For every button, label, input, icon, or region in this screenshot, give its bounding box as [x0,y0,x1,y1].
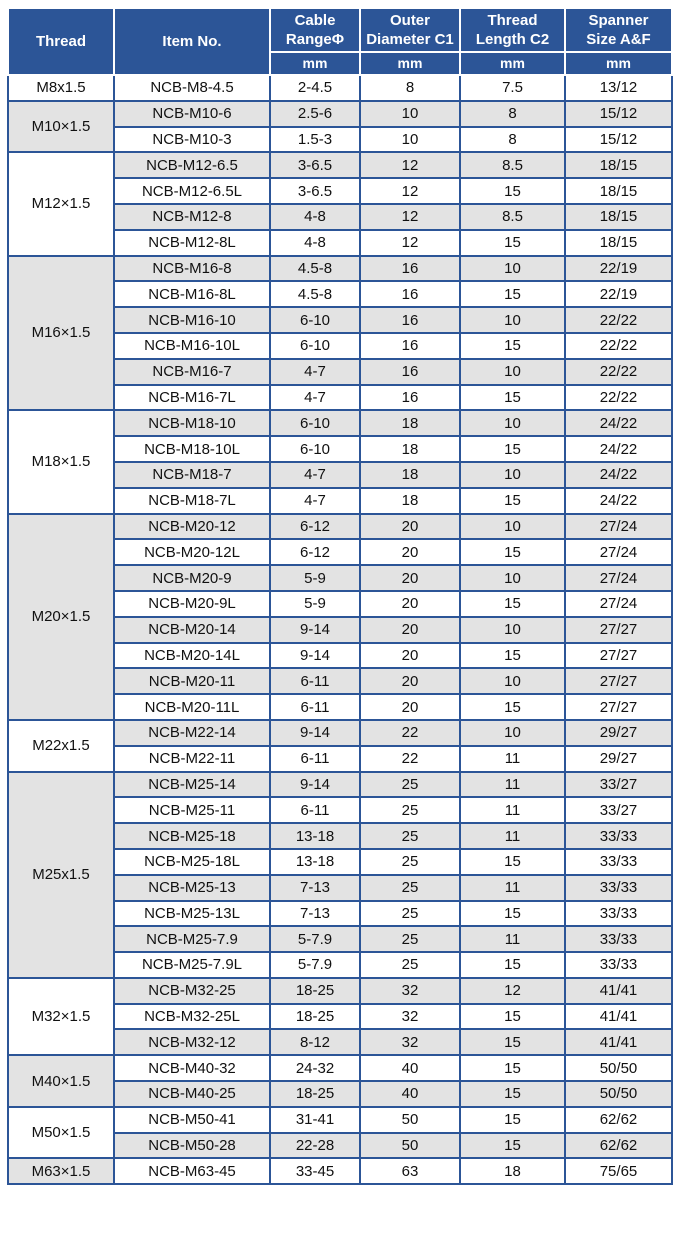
thread-group [8,720,672,772]
thread-length-cell: 10 [460,256,565,282]
cable-range-cell: 4-7 [270,488,360,514]
thread-length-cell: 15 [460,1029,565,1055]
outer-diameter-cell: 20 [360,514,460,540]
outer-diameter-cell: 25 [360,926,460,952]
thread-group [8,1107,672,1159]
header-cable-range-line1: Cable [294,12,336,29]
cable-range-cell: 3-6.5 [270,152,360,178]
thread-length-cell: 10 [460,720,565,746]
spanner-size-cell: 24/22 [565,410,672,436]
outer-diameter-cell: 16 [360,281,460,307]
cable-range-cell: 9-14 [270,772,360,798]
outer-diameter-cell: 12 [360,230,460,256]
spanner-size-cell: 33/33 [565,901,672,927]
outer-diameter-cell: 16 [360,359,460,385]
table-row [8,152,672,178]
thread-length-cell: 15 [460,1081,565,1107]
thread-length-cell: 15 [460,901,565,927]
thread-length-cell: 8.5 [460,152,565,178]
spanner-size-cell: 22/22 [565,385,672,411]
item-no-cell: NCB-M32-12 [114,1029,270,1055]
spanner-size-cell: 33/33 [565,849,672,875]
spanner-size-cell: 41/41 [565,1004,672,1030]
spanner-size-cell: 33/27 [565,797,672,823]
outer-diameter-cell: 22 [360,720,460,746]
thread-group [8,772,672,978]
cable-range-cell: 4-8 [270,230,360,256]
spanner-size-cell: 15/12 [565,101,672,127]
item-no-cell: NCB-M16-10L [114,333,270,359]
outer-diameter-cell: 32 [360,1029,460,1055]
thread-length-cell: 15 [460,281,565,307]
item-no-cell: NCB-M22-11 [114,746,270,772]
cable-range-cell: 24-32 [270,1055,360,1081]
outer-diameter-cell: 25 [360,823,460,849]
thread-length-cell: 15 [460,694,565,720]
outer-diameter-cell: 25 [360,797,460,823]
item-no-cell: NCB-M8-4.5 [114,75,270,101]
cable-range-cell: 4-7 [270,462,360,488]
thread-length-cell: 15 [460,952,565,978]
header-item-no: Item No. [114,8,270,75]
item-no-cell: NCB-M20-9 [114,565,270,591]
spanner-size-cell: 27/27 [565,617,672,643]
item-no-cell: NCB-M16-8 [114,256,270,282]
header-cable-range-line2: RangeΦ [285,31,345,48]
table-header [8,8,672,75]
item-no-cell: NCB-M50-41 [114,1107,270,1133]
spanner-size-cell: 33/33 [565,926,672,952]
cable-range-cell: 18-25 [270,1081,360,1107]
header-outer-diameter [360,8,460,52]
table-row [8,410,672,436]
thread-group [8,75,672,101]
item-no-cell: NCB-M25-14 [114,772,270,798]
outer-diameter-cell: 25 [360,901,460,927]
outer-diameter-cell: 40 [360,1055,460,1081]
outer-diameter-cell: 12 [360,152,460,178]
thread-group [8,152,672,255]
outer-diameter-cell: 8 [360,75,460,101]
thread-length-cell: 8 [460,101,565,127]
thread-group [8,514,672,720]
table-row [8,1158,672,1184]
thread-cell: M63×1.5 [8,1158,114,1184]
spanner-size-cell: 22/19 [565,256,672,282]
spanner-size-cell: 18/15 [565,152,672,178]
thread-length-cell: 10 [460,668,565,694]
table-row [8,772,672,798]
cable-range-cell: 8-12 [270,1029,360,1055]
table-row [8,1055,672,1081]
cable-range-cell: 13-18 [270,849,360,875]
spanner-size-cell: 18/15 [565,204,672,230]
thread-length-cell: 11 [460,772,565,798]
thread-cell: M10×1.5 [8,101,114,153]
spanner-size-cell: 27/27 [565,694,672,720]
outer-diameter-cell: 20 [360,565,460,591]
item-no-cell: NCB-M16-7L [114,385,270,411]
item-no-cell: NCB-M20-11 [114,668,270,694]
item-no-cell: NCB-M18-10L [114,436,270,462]
thread-cell: M32×1.5 [8,978,114,1055]
item-no-cell: NCB-M25-7.9 [114,926,270,952]
cable-range-cell: 6-10 [270,333,360,359]
thread-cell: M12×1.5 [8,152,114,255]
thread-length-cell: 15 [460,849,565,875]
item-no-cell: NCB-M40-25 [114,1081,270,1107]
item-no-cell: NCB-M18-7 [114,462,270,488]
outer-diameter-cell: 10 [360,127,460,153]
cable-range-cell: 33-45 [270,1158,360,1184]
outer-diameter-cell: 10 [360,101,460,127]
thread-length-cell: 15 [460,230,565,256]
cable-range-cell: 5-9 [270,565,360,591]
outer-diameter-cell: 18 [360,436,460,462]
item-no-cell: NCB-M16-10 [114,307,270,333]
spanner-size-cell: 27/24 [565,565,672,591]
cable-range-cell: 5-9 [270,591,360,617]
thread-length-cell: 10 [460,617,565,643]
outer-diameter-cell: 16 [360,307,460,333]
thread-length-cell: 7.5 [460,75,565,101]
cable-range-cell: 4.5-8 [270,281,360,307]
thread-length-cell: 15 [460,1004,565,1030]
outer-diameter-cell: 32 [360,1004,460,1030]
header-outer-diameter-line1: Outer [389,12,430,29]
thread-length-cell: 11 [460,823,565,849]
thread-length-cell: 11 [460,746,565,772]
item-no-cell: NCB-M63-45 [114,1158,270,1184]
spanner-size-cell: 24/22 [565,488,672,514]
outer-diameter-cell: 16 [360,256,460,282]
thread-cell: M18×1.5 [8,410,114,513]
spanner-size-cell: 18/15 [565,178,672,204]
spanner-size-cell: 27/27 [565,643,672,669]
spanner-size-cell: 15/12 [565,127,672,153]
header-thread-length [460,8,565,52]
thread-cell: M16×1.5 [8,256,114,411]
cable-range-cell: 6-11 [270,797,360,823]
item-no-cell: NCB-M20-14L [114,643,270,669]
outer-diameter-cell: 22 [360,746,460,772]
item-no-cell: NCB-M20-14 [114,617,270,643]
table-row [8,256,672,282]
thread-length-cell: 10 [460,565,565,591]
thread-cell: M20×1.5 [8,514,114,720]
outer-diameter-cell: 25 [360,952,460,978]
cable-range-cell: 22-28 [270,1133,360,1159]
unit-thread-length: mm [460,52,565,75]
item-no-cell: NCB-M12-6.5L [114,178,270,204]
outer-diameter-cell: 18 [360,488,460,514]
header-spanner-size [565,8,672,52]
cable-range-cell: 6-10 [270,410,360,436]
thread-length-cell: 15 [460,1107,565,1133]
item-no-cell: NCB-M20-9L [114,591,270,617]
thread-length-cell: 15 [460,539,565,565]
outer-diameter-cell: 20 [360,591,460,617]
cable-range-cell: 3-6.5 [270,178,360,204]
cable-range-cell: 6-11 [270,668,360,694]
spanner-size-cell: 18/15 [565,230,672,256]
spanner-size-cell: 75/65 [565,1158,672,1184]
spanner-size-cell: 33/27 [565,772,672,798]
table-row [8,75,672,101]
header-outer-diameter-line2: Diameter C1 [366,31,454,48]
spanner-size-cell: 27/24 [565,539,672,565]
thread-group [8,1158,672,1184]
thread-group [8,410,672,513]
table-row [8,1107,672,1133]
header-thread-length-line1: Thread [487,12,538,29]
cable-range-cell: 6-10 [270,307,360,333]
spanner-size-cell: 27/27 [565,668,672,694]
cable-range-cell: 4-7 [270,385,360,411]
item-no-cell: NCB-M32-25 [114,978,270,1004]
item-no-cell: NCB-M50-28 [114,1133,270,1159]
thread-cell: M8x1.5 [8,75,114,101]
outer-diameter-cell: 12 [360,178,460,204]
item-no-cell: NCB-M25-13 [114,875,270,901]
thread-length-cell: 11 [460,797,565,823]
thread-length-cell: 8.5 [460,204,565,230]
cable-gland-spec-table [7,7,673,1185]
outer-diameter-cell: 20 [360,694,460,720]
spanner-size-cell: 24/22 [565,462,672,488]
spanner-size-cell: 29/27 [565,720,672,746]
thread-group [8,101,672,153]
spanner-size-cell: 33/33 [565,823,672,849]
outer-diameter-cell: 25 [360,875,460,901]
cable-range-cell: 31-41 [270,1107,360,1133]
outer-diameter-cell: 12 [360,204,460,230]
spanner-size-cell: 29/27 [565,746,672,772]
spanner-size-cell: 62/62 [565,1107,672,1133]
spanner-size-cell: 27/24 [565,591,672,617]
cable-range-cell: 4-7 [270,359,360,385]
cable-range-cell: 4.5-8 [270,256,360,282]
thread-length-cell: 10 [460,359,565,385]
thread-cell: M25x1.5 [8,772,114,978]
cable-range-cell: 6-11 [270,746,360,772]
item-no-cell: NCB-M18-7L [114,488,270,514]
spanner-size-cell: 22/22 [565,359,672,385]
outer-diameter-cell: 20 [360,617,460,643]
thread-group [8,1055,672,1107]
spanner-size-cell: 33/33 [565,875,672,901]
header-thread: Thread [8,8,114,75]
table-row [8,720,672,746]
thread-length-cell: 15 [460,591,565,617]
cable-range-cell: 1.5-3 [270,127,360,153]
cable-range-cell: 5-7.9 [270,952,360,978]
thread-length-cell: 11 [460,926,565,952]
outer-diameter-cell: 25 [360,849,460,875]
unit-spanner-size: mm [565,52,672,75]
item-no-cell: NCB-M25-7.9L [114,952,270,978]
thread-length-cell: 12 [460,978,565,1004]
thread-length-cell: 15 [460,1055,565,1081]
spanner-size-cell: 22/19 [565,281,672,307]
thread-group [8,978,672,1055]
table-row [8,978,672,1004]
item-no-cell: NCB-M20-11L [114,694,270,720]
spanner-size-cell: 50/50 [565,1081,672,1107]
thread-length-cell: 15 [460,1133,565,1159]
outer-diameter-cell: 63 [360,1158,460,1184]
cable-range-cell: 4-8 [270,204,360,230]
header-thread-length-line2: Length C2 [475,31,550,48]
cable-range-cell: 6-12 [270,514,360,540]
item-no-cell: NCB-M40-32 [114,1055,270,1081]
thread-length-cell: 15 [460,436,565,462]
spanner-size-cell: 62/62 [565,1133,672,1159]
thread-length-cell: 10 [460,410,565,436]
cable-range-cell: 9-14 [270,617,360,643]
spanner-size-cell: 24/22 [565,436,672,462]
spanner-size-cell: 41/41 [565,1029,672,1055]
cable-range-cell: 2-4.5 [270,75,360,101]
cable-range-cell: 6-12 [270,539,360,565]
item-no-cell: NCB-M25-13L [114,901,270,927]
cable-range-cell: 5-7.9 [270,926,360,952]
item-no-cell: NCB-M16-8L [114,281,270,307]
thread-group [8,256,672,411]
cable-range-cell: 2.5-6 [270,101,360,127]
item-no-cell: NCB-M32-25L [114,1004,270,1030]
outer-diameter-cell: 32 [360,978,460,1004]
cable-range-cell: 7-13 [270,875,360,901]
thread-length-cell: 10 [460,462,565,488]
item-no-cell: NCB-M16-7 [114,359,270,385]
table-row [8,101,672,127]
item-no-cell: NCB-M10-6 [114,101,270,127]
outer-diameter-cell: 50 [360,1107,460,1133]
outer-diameter-cell: 20 [360,539,460,565]
outer-diameter-cell: 18 [360,410,460,436]
header-cable-range [270,8,360,52]
outer-diameter-cell: 40 [360,1081,460,1107]
thread-length-cell: 18 [460,1158,565,1184]
thread-length-cell: 15 [460,643,565,669]
outer-diameter-cell: 18 [360,462,460,488]
item-no-cell: NCB-M25-18 [114,823,270,849]
cable-range-cell: 9-14 [270,643,360,669]
spanner-size-cell: 50/50 [565,1055,672,1081]
outer-diameter-cell: 50 [360,1133,460,1159]
item-no-cell: NCB-M12-8 [114,204,270,230]
unit-outer-diameter: mm [360,52,460,75]
cable-range-cell: 9-14 [270,720,360,746]
unit-cable-range: mm [270,52,360,75]
thread-cell: M50×1.5 [8,1107,114,1159]
cable-range-cell: 18-25 [270,1004,360,1030]
header-spanner-size-line1: Spanner [588,12,649,29]
thread-length-cell: 10 [460,307,565,333]
outer-diameter-cell: 16 [360,385,460,411]
spanner-size-cell: 41/41 [565,978,672,1004]
outer-diameter-cell: 16 [360,333,460,359]
cable-range-cell: 13-18 [270,823,360,849]
thread-length-cell: 11 [460,875,565,901]
spanner-size-cell: 22/22 [565,307,672,333]
cable-range-cell: 6-11 [270,694,360,720]
outer-diameter-cell: 20 [360,668,460,694]
thread-length-cell: 15 [460,385,565,411]
spanner-size-cell: 22/22 [565,333,672,359]
item-no-cell: NCB-M12-8L [114,230,270,256]
thread-cell: M40×1.5 [8,1055,114,1107]
outer-diameter-cell: 25 [360,772,460,798]
item-no-cell: NCB-M25-11 [114,797,270,823]
item-no-cell: NCB-M20-12 [114,514,270,540]
spanner-size-cell: 33/33 [565,952,672,978]
item-no-cell: NCB-M20-12L [114,539,270,565]
thread-length-cell: 15 [460,488,565,514]
thread-length-cell: 10 [460,514,565,540]
spanner-size-cell: 27/24 [565,514,672,540]
thread-length-cell: 15 [460,178,565,204]
item-no-cell: NCB-M12-6.5 [114,152,270,178]
item-no-cell: NCB-M18-10 [114,410,270,436]
spanner-size-cell: 13/12 [565,75,672,101]
item-no-cell: NCB-M22-14 [114,720,270,746]
thread-length-cell: 8 [460,127,565,153]
cable-range-cell: 18-25 [270,978,360,1004]
thread-length-cell: 15 [460,333,565,359]
cable-range-cell: 7-13 [270,901,360,927]
item-no-cell: NCB-M10-3 [114,127,270,153]
thread-cell: M22x1.5 [8,720,114,772]
item-no-cell: NCB-M25-18L [114,849,270,875]
table-row [8,514,672,540]
cable-range-cell: 6-10 [270,436,360,462]
outer-diameter-cell: 20 [360,643,460,669]
header-spanner-size-line2: Size A&F [586,31,651,48]
